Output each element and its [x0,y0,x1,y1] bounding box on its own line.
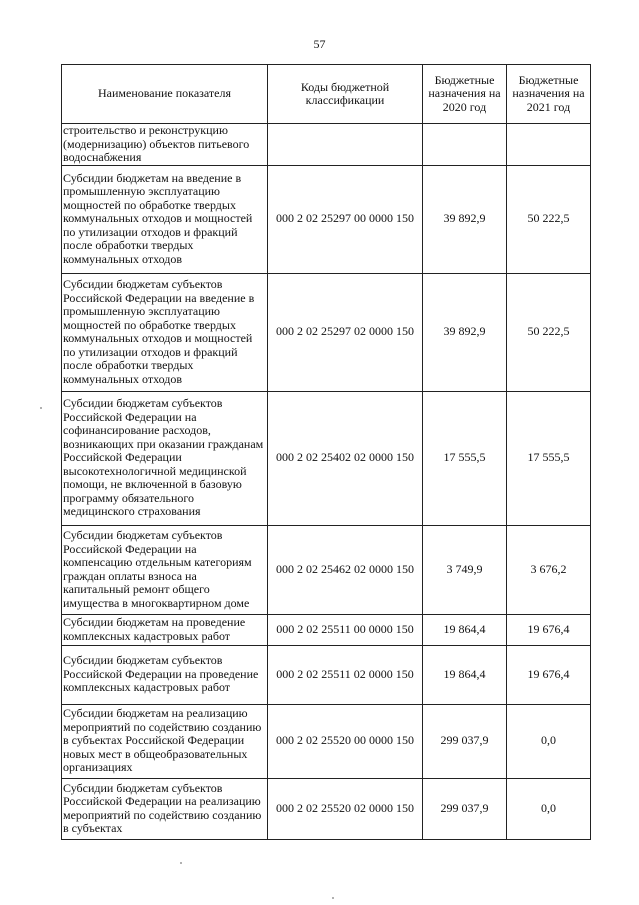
indicator-name: Субсидии бюджетам на реализацию мероприятий по содействию созданию в субъектах Российской Федерации новых мест в общеобразовательных организациях [62,704,268,778]
indicator-name: Субсидии бюджетам субъектов Российской Федерации на введение в промышленную эксплуатацию мощностей по обработке твердых коммунальных отходов и мощностей по утилизации отходов и фракций после обработки твердых коммунальных отходов [62,273,268,391]
table-row [62,525,591,614]
header-budget-code: Коды бюджетной классификации [268,65,423,124]
budget-2021: 0,0 [507,778,591,839]
scan-speck [180,862,182,864]
budget-2020: 17 555,5 [423,391,507,525]
table-row [62,391,591,525]
scan-speck [40,407,42,409]
indicator-name: Субсидии бюджетам на введение в промышленную эксплуатацию мощностей по обработке твердых коммунальных отходов и мощностей по утилизации отходов и фракций после обработки твердых коммунальных отходов [62,165,268,273]
table-row [62,165,591,273]
indicator-name: Субсидии бюджетам субъектов Российской Федерации на софинансирование расходов, возникающих при оказании гражданам Российской Федерации высокотехнологичной медицинской помощи, не включенной в базовую программу обязательного медицинского страхования [62,391,268,525]
indicator-name: Субсидии бюджетам субъектов Российской Федерации на проведение комплексных кадастровых работ [62,645,268,704]
table-header-row [62,65,591,124]
header-budget-2021: Бюджетные назначения на 2021 год [507,65,591,124]
budget-2021: 0,0 [507,704,591,778]
budget-2021: 19 676,4 [507,614,591,645]
indicator-name: Субсидии бюджетам субъектов Российской Федерации на компенсацию отдельным категориям граждан оплаты взноса на капитальный ремонт общего имущества в многоквартирном доме [62,525,268,614]
table-row [62,778,591,839]
budget-2020: 39 892,9 [423,273,507,391]
budget-code: 000 2 02 25511 02 0000 150 [268,645,423,704]
indicator-name: Субсидии бюджетам на проведение комплексных кадастровых работ [62,614,268,645]
budget-2021: 50 222,5 [507,273,591,391]
page-number: 57 [313,37,326,51]
budget-code: 000 2 02 25402 02 0000 150 [268,391,423,525]
budget-2020: 299 037,9 [423,778,507,839]
budget-2020: 19 864,4 [423,614,507,645]
budget-2020: 39 892,9 [423,165,507,273]
budget-2020: 19 864,4 [423,645,507,704]
header-indicator-name: Наименование показателя [62,65,268,124]
budget-2021: 19 676,4 [507,645,591,704]
budget-2021: 3 676,2 [507,525,591,614]
budget-code: 000 2 02 25297 02 0000 150 [268,273,423,391]
indicator-name: Субсидии бюджетам субъектов Российской Федерации на реализацию мероприятий по содействию созданию в субъектах [62,778,268,839]
budget-2020 [423,124,507,166]
budget-2020: 299 037,9 [423,704,507,778]
table-row [62,273,591,391]
budget-code: 000 2 02 25520 02 0000 150 [268,778,423,839]
table-row [62,124,591,166]
budget-2021: 50 222,5 [507,165,591,273]
budget-code: 000 2 02 25297 00 0000 150 [268,165,423,273]
scan-speck [332,897,334,899]
header-budget-2020: Бюджетные назначения на 2020 год [423,65,507,124]
budget-2020: 3 749,9 [423,525,507,614]
budget-code: 000 2 02 25520 00 0000 150 [268,704,423,778]
table-row [62,704,591,778]
budget-code: 000 2 02 25511 00 0000 150 [268,614,423,645]
budget-2021 [507,124,591,166]
budget-table [61,64,591,840]
indicator-name: строительство и реконструкцию (модернизацию) объектов питьевого водоснабжения [62,124,268,166]
budget-code [268,124,423,166]
budget-code: 000 2 02 25462 02 0000 150 [268,525,423,614]
budget-2021: 17 555,5 [507,391,591,525]
table-row [62,614,591,645]
table-row [62,645,591,704]
